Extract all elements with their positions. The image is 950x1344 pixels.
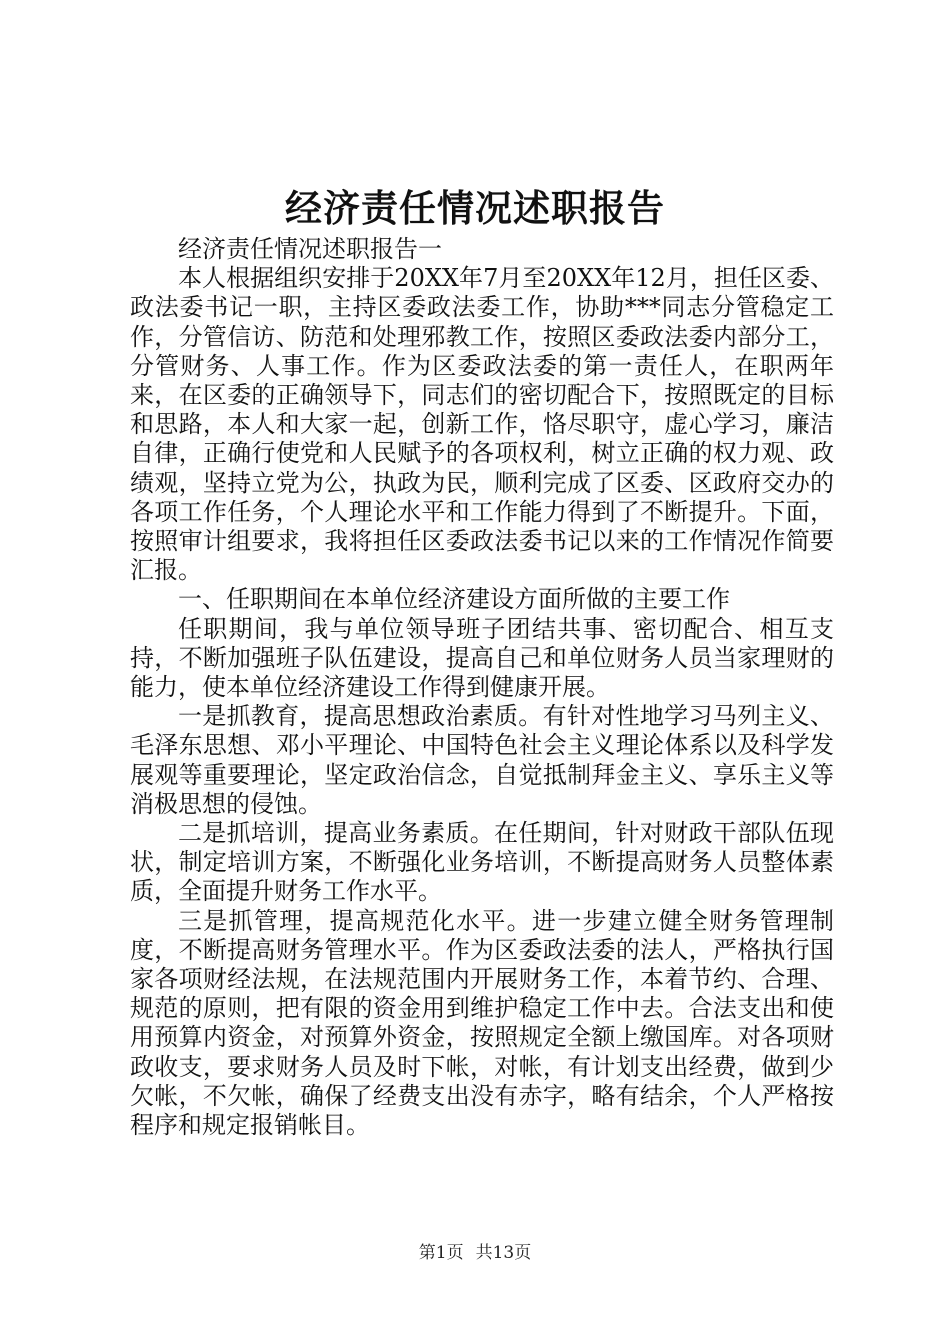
paragraph-overview: 任职期间，我与单位领导班子团结共事、密切配合、相互支持，不断加强班子队伍建设，提高自己和单位财务人员当家理财的能力，使本单位经济建设工作得到健康开展。: [130, 614, 834, 702]
paragraph-training: 二是抓培训，提高业务素质。在任期间，针对财政干部队伍现状，制定培训方案，不断强化业务培训，不断提高财务人员整体素质，全面提升财务工作水平。: [130, 819, 834, 906]
paragraph-education: 一是抓教育，提高思想政治素质。有针对性地学习马列主义、毛泽东思想、邓小平理论、中国特色社会主义理论体系以及科学发展观等重要理论，坚定政治信念，自觉抵制拜金主义、享乐主义等消极思想的侵蚀。: [130, 702, 834, 818]
paragraph-intro: 本人根据组织安排于20XX年7月至20XX年12月，担任区委、政法委书记一职，主持区委政法委工作，协助***同志分管稳定工作，分管信访、防范和处理邪教工作，按照区委政法委内部分工，分管财务、人事工作。作为区委政法委的第一责任人，在职两年来，在区委的正确领导下，同志们的密切配合下，按照既定的目标和思路，本人和大家一起，创新工作，恪尽职守，虚心学习，廉洁自律，正确行使党和人民赋予的各项权利，树立正确的权力观、政绩观，坚持立党为公，执政为民，顺利完成了区委、区政府交办的各项工作任务，个人理论水平和工作能力得到了不断提升。下面，按照审计组要求，我将担任区委政法委书记以来的工作情况作简要汇报。: [130, 264, 834, 585]
page-total: 共13页: [475, 1243, 532, 1263]
section-heading: 一、任职期间在本单位经济建设方面所做的主要工作: [178, 585, 730, 614]
document-body: [130, 235, 834, 1140]
page-footer: [0, 1241, 950, 1265]
paragraph-subtitle: 经济责任情况述职报告一: [178, 235, 442, 263]
document-title: 经济责任情况述职报告: [285, 186, 665, 230]
page-number: 第1页: [418, 1243, 464, 1263]
paragraph-management: 三是抓管理，提高规范化水平。进一步建立健全财务管理制度，不断提高财务管理水平。作为区委政法委的法人，严格执行国家各项财经法规，在法规范围内开展财务工作，本着节约、合理、规范的原则，把有限的资金用到维护稳定工作中去。合法支出和使用预算内资金，对预算外资金，按照规定全额上缴国库。对各项财政收支，要求财务人员及时下帐，对帐，有计划支出经费，做到少欠帐，不欠帐，确保了经费支出没有赤字，略有结余，个人严格按程序和规定报销帐目。: [130, 906, 834, 1140]
